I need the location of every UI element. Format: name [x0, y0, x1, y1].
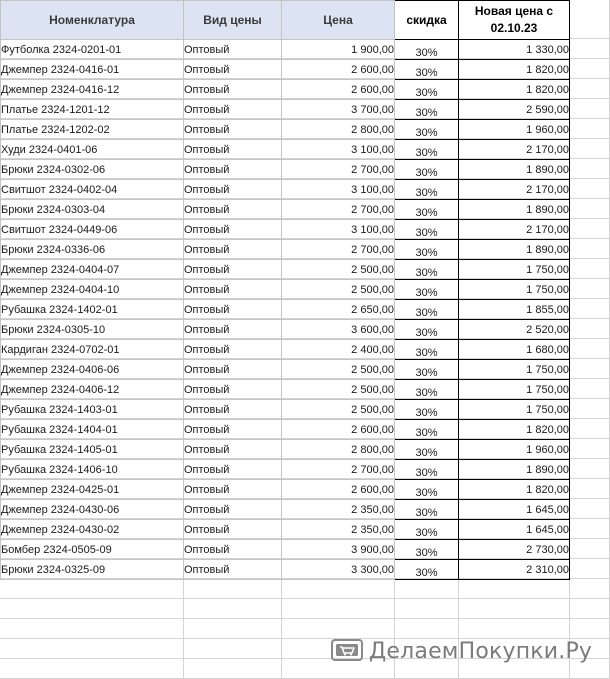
row-price-type[interactable]: Оптовый [184, 480, 282, 500]
row-new-price[interactable]: 1 890,00 [459, 240, 570, 260]
row-name[interactable]: Джемпер 2324-0430-02 [1, 520, 184, 540]
table-row [1, 160, 570, 180]
table-row [1, 180, 570, 200]
row-price-type[interactable]: Оптовый [184, 460, 282, 480]
row-price[interactable]: 2 600,00 [282, 480, 395, 500]
row-price[interactable]: 2 700,00 [282, 200, 395, 220]
row-new-price[interactable]: 1 645,00 [459, 520, 570, 540]
row-price-type[interactable]: Оптовый [184, 440, 282, 460]
table-row [1, 540, 570, 560]
row-discount[interactable]: 30% [395, 380, 459, 400]
row-name[interactable]: Рубашка 2324-1404-01 [1, 420, 184, 440]
table-row [1, 400, 570, 420]
row-name[interactable]: Рубашка 2324-1403-01 [1, 400, 184, 420]
header-price-type[interactable]: Вид цены [184, 1, 282, 40]
table-row [1, 200, 570, 220]
row-price-type[interactable]: Оптовый [184, 300, 282, 320]
row-new-price[interactable]: 1 820,00 [459, 480, 570, 500]
table-row [1, 460, 570, 480]
table-row [1, 520, 570, 540]
row-discount[interactable]: 30% [395, 500, 459, 520]
row-new-price[interactable]: 1 750,00 [459, 360, 570, 380]
row-name[interactable]: Платье 2324-1202-02 [1, 120, 184, 140]
row-price[interactable]: 2 500,00 [282, 280, 395, 300]
header-price[interactable]: Цена [282, 1, 395, 40]
row-price[interactable]: 2 500,00 [282, 260, 395, 280]
row-name[interactable]: Свитшот 2324-0449-06 [1, 220, 184, 240]
row-price-type[interactable]: Оптовый [184, 540, 282, 560]
row-discount[interactable]: 30% [395, 100, 459, 120]
row-name[interactable]: Джемпер 2324-0425-01 [1, 480, 184, 500]
row-discount[interactable]: 30% [395, 440, 459, 460]
row-discount[interactable]: 30% [395, 360, 459, 380]
row-discount[interactable]: 30% [395, 120, 459, 140]
row-new-price[interactable]: 1 750,00 [459, 280, 570, 300]
table-row [1, 500, 570, 520]
row-discount[interactable]: 30% [395, 180, 459, 200]
row-price[interactable]: 1 900,00 [282, 40, 395, 60]
row-discount[interactable]: 30% [395, 200, 459, 220]
table-row [1, 260, 570, 280]
table-row [1, 440, 570, 460]
row-name[interactable]: Джемпер 2324-0404-10 [1, 280, 184, 300]
row-price[interactable]: 2 800,00 [282, 440, 395, 460]
row-name[interactable]: Рубашка 2324-1405-01 [1, 440, 184, 460]
row-price[interactable]: 2 400,00 [282, 340, 395, 360]
row-new-price[interactable]: 2 520,00 [459, 320, 570, 340]
row-price[interactable]: 3 100,00 [282, 140, 395, 160]
row-price[interactable]: 2 700,00 [282, 460, 395, 480]
row-discount[interactable]: 30% [395, 320, 459, 340]
row-discount[interactable]: 30% [395, 60, 459, 80]
row-price-type[interactable]: Оптовый [184, 200, 282, 220]
row-discount[interactable]: 30% [395, 140, 459, 160]
row-name[interactable]: Джемпер 2324-0406-12 [1, 380, 184, 400]
row-price-type[interactable]: Оптовый [184, 340, 282, 360]
header-discount[interactable]: скидка [395, 1, 459, 40]
row-price-type[interactable]: Оптовый [184, 380, 282, 400]
row-discount[interactable]: 30% [395, 540, 459, 560]
row-price[interactable]: 2 800,00 [282, 120, 395, 140]
row-name[interactable]: Свитшот 2324-0402-04 [1, 180, 184, 200]
row-discount[interactable]: 30% [395, 460, 459, 480]
row-price[interactable]: 3 100,00 [282, 220, 395, 240]
row-name[interactable]: Брюки 2324-0302-06 [1, 160, 184, 180]
row-discount[interactable]: 30% [395, 300, 459, 320]
row-name[interactable]: Худи 2324-0401-06 [1, 140, 184, 160]
row-discount[interactable]: 30% [395, 400, 459, 420]
row-name[interactable]: Джемпер 2324-0404-07 [1, 260, 184, 280]
table-row [1, 380, 570, 400]
row-price-type[interactable]: Оптовый [184, 400, 282, 420]
table-row [1, 560, 570, 580]
row-new-price[interactable]: 1 820,00 [459, 80, 570, 100]
gridline-horizontal [0, 618, 610, 619]
row-price-type[interactable]: Оптовый [184, 420, 282, 440]
row-price-type[interactable]: Оптовый [184, 100, 282, 120]
row-name[interactable]: Брюки 2324-0336-06 [1, 240, 184, 260]
watermark-text: ДелаемПокупки.Ру [369, 638, 593, 664]
row-price[interactable]: 3 300,00 [282, 560, 395, 580]
table-row [1, 480, 570, 500]
row-price[interactable]: 3 100,00 [282, 180, 395, 200]
row-price[interactable]: 2 600,00 [282, 80, 395, 100]
row-price[interactable]: 2 350,00 [282, 520, 395, 540]
row-price-type[interactable]: Оптовый [184, 560, 282, 580]
row-new-price[interactable]: 1 960,00 [459, 440, 570, 460]
row-price[interactable]: 2 650,00 [282, 300, 395, 320]
row-new-price[interactable]: 1 680,00 [459, 340, 570, 360]
row-price[interactable]: 2 600,00 [282, 60, 395, 80]
row-new-price[interactable]: 1 890,00 [459, 460, 570, 480]
row-new-price[interactable]: 2 170,00 [459, 220, 570, 240]
row-price-type[interactable]: Оптовый [184, 280, 282, 300]
table-row [1, 420, 570, 440]
row-new-price[interactable]: 2 590,00 [459, 100, 570, 120]
row-new-price[interactable]: 1 960,00 [459, 120, 570, 140]
row-new-price[interactable]: 1 855,00 [459, 300, 570, 320]
row-price-type[interactable]: Оптовый [184, 240, 282, 260]
row-new-price[interactable]: 1 750,00 [459, 260, 570, 280]
row-price-type[interactable]: Оптовый [184, 160, 282, 180]
table-row [1, 140, 570, 160]
row-discount[interactable]: 30% [395, 80, 459, 100]
table-row [1, 60, 570, 80]
row-price[interactable]: 2 500,00 [282, 380, 395, 400]
row-discount[interactable]: 30% [395, 480, 459, 500]
row-new-price[interactable]: 1 750,00 [459, 400, 570, 420]
row-name[interactable]: Джемпер 2324-0416-12 [1, 80, 184, 100]
row-price[interactable]: 3 600,00 [282, 320, 395, 340]
cart-monitor-icon [331, 639, 363, 663]
row-name[interactable]: Рубашка 2324-1406-10 [1, 460, 184, 480]
row-price[interactable]: 3 900,00 [282, 540, 395, 560]
row-name[interactable]: Кардиган 2324-0702-01 [1, 340, 184, 360]
row-new-price[interactable]: 2 310,00 [459, 560, 570, 580]
row-price[interactable]: 2 700,00 [282, 160, 395, 180]
row-new-price[interactable]: 1 750,00 [459, 380, 570, 400]
row-price[interactable]: 2 500,00 [282, 360, 395, 380]
row-new-price[interactable]: 1 820,00 [459, 60, 570, 80]
row-new-price[interactable]: 1 890,00 [459, 200, 570, 220]
row-price[interactable]: 2 500,00 [282, 400, 395, 420]
row-new-price[interactable]: 2 170,00 [459, 180, 570, 200]
row-discount[interactable]: 30% [395, 340, 459, 360]
row-price-type[interactable]: Оптовый [184, 360, 282, 380]
row-name[interactable]: Джемпер 2324-0406-06 [1, 360, 184, 380]
row-discount[interactable]: 30% [395, 160, 459, 180]
table-row [1, 340, 570, 360]
row-new-price[interactable]: 1 330,00 [459, 40, 570, 60]
row-price[interactable]: 2 350,00 [282, 500, 395, 520]
header-name[interactable]: Номенклатура [1, 1, 184, 40]
row-price[interactable]: 2 700,00 [282, 240, 395, 260]
row-price-type[interactable]: Оптовый [184, 220, 282, 240]
row-discount[interactable]: 30% [395, 280, 459, 300]
table-row [1, 40, 570, 60]
row-price-type[interactable]: Оптовый [184, 520, 282, 540]
row-price-type[interactable]: Оптовый [184, 180, 282, 200]
row-price-type[interactable]: Оптовый [184, 140, 282, 160]
row-discount[interactable]: 30% [395, 240, 459, 260]
row-discount[interactable]: 30% [395, 260, 459, 280]
row-price-type[interactable]: Оптовый [184, 320, 282, 340]
row-price-type[interactable]: Оптовый [184, 60, 282, 80]
row-name[interactable]: Брюки 2324-0325-09 [1, 560, 184, 580]
header-row [1, 1, 570, 40]
table-row [1, 220, 570, 240]
row-price-type[interactable]: Оптовый [184, 120, 282, 140]
row-name[interactable]: Джемпер 2324-0416-01 [1, 60, 184, 80]
table-row [1, 120, 570, 140]
table-row [1, 240, 570, 260]
row-name[interactable]: Рубашка 2324-1402-01 [1, 300, 184, 320]
table-row [1, 300, 570, 320]
row-discount[interactable]: 30% [395, 40, 459, 60]
table-row [1, 100, 570, 120]
table-row [1, 360, 570, 380]
row-price-type[interactable]: Оптовый [184, 260, 282, 280]
row-discount[interactable]: 30% [395, 220, 459, 240]
row-price-type[interactable]: Оптовый [184, 500, 282, 520]
row-price[interactable]: 3 700,00 [282, 100, 395, 120]
row-new-price[interactable]: 2 730,00 [459, 540, 570, 560]
row-new-price[interactable]: 2 170,00 [459, 140, 570, 160]
row-name[interactable]: Бомбер 2324-0505-09 [1, 540, 184, 560]
header-new-price[interactable]: Новая цена с 02.10.23 [459, 1, 570, 40]
row-price-type[interactable]: Оптовый [184, 80, 282, 100]
row-new-price[interactable]: 1 890,00 [459, 160, 570, 180]
row-new-price[interactable]: 1 820,00 [459, 420, 570, 440]
row-price[interactable]: 2 600,00 [282, 420, 395, 440]
row-name[interactable]: Платье 2324-1201-12 [1, 100, 184, 120]
row-name[interactable]: Футболка 2324-0201-01 [1, 40, 184, 60]
table-row [1, 80, 570, 100]
table-row [1, 280, 570, 300]
row-new-price[interactable]: 1 645,00 [459, 500, 570, 520]
row-discount[interactable]: 30% [395, 560, 459, 580]
watermark [331, 636, 592, 666]
row-name[interactable]: Джемпер 2324-0430-06 [1, 500, 184, 520]
row-discount[interactable]: 30% [395, 520, 459, 540]
row-name[interactable]: Брюки 2324-0305-10 [1, 320, 184, 340]
row-discount[interactable]: 30% [395, 420, 459, 440]
row-name[interactable]: Брюки 2324-0303-04 [1, 200, 184, 220]
gridline-horizontal [0, 598, 610, 599]
row-price-type[interactable]: Оптовый [184, 40, 282, 60]
table-row [1, 320, 570, 340]
